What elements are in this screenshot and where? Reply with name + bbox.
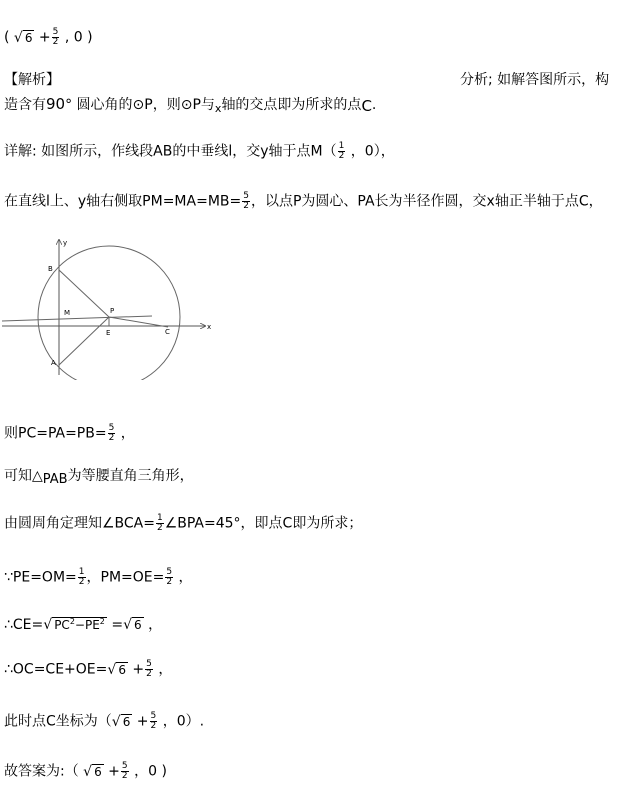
text: =: [106, 617, 124, 633]
numerator: 1: [338, 141, 345, 151]
text: ，: [143, 617, 163, 633]
text: 在直线l上、y轴右侧取PM=MA=MB=: [4, 193, 242, 210]
denominator: 2: [146, 669, 152, 679]
detail-line-8: [4, 660, 172, 679]
label-x: x: [207, 323, 212, 331]
denominator: 2: [157, 523, 163, 533]
final-answer-line: [4, 762, 167, 781]
fraction: [242, 192, 250, 211]
text: , 0 ): [60, 29, 93, 46]
text: ，0），: [346, 143, 395, 160]
numerator: 5: [121, 761, 128, 771]
fraction: [165, 568, 173, 587]
sqrt: √ $PC^2-PE^2$: [43, 617, 105, 633]
text: (: [4, 29, 14, 46]
text: ，: [174, 569, 193, 586]
text: 故答案为:（: [4, 763, 84, 780]
text: PC: [54, 618, 70, 632]
text: ∴CE=: [4, 617, 44, 633]
text: ，0 ): [129, 763, 167, 780]
sqrt: √ 6: [83, 763, 102, 780]
text: 则PC=PA=PB=: [4, 425, 107, 442]
text: PAB: [42, 472, 68, 487]
text: +: [132, 713, 149, 730]
label-m: M: [64, 309, 71, 317]
text: 此时点C坐标为（: [4, 713, 112, 730]
detail-line-2: [4, 192, 603, 211]
text: .: [371, 97, 377, 113]
answer-line-top: [4, 28, 93, 47]
analysis-line-2: [4, 96, 376, 117]
text: x: [214, 102, 222, 115]
text: ∵PE=OM=: [4, 569, 77, 586]
text: 由圆周角定理知∠BCA=: [4, 515, 155, 532]
text: P: [144, 97, 153, 113]
fraction: [150, 712, 158, 731]
fraction: [121, 762, 129, 781]
text: ，: [153, 661, 173, 678]
text: 90: [46, 95, 66, 113]
analysis-heading: [4, 72, 620, 88]
text: −PE: [74, 618, 100, 632]
fraction: [145, 660, 153, 679]
fraction: [78, 568, 86, 587]
text: +: [127, 661, 145, 678]
denominator: 2: [166, 577, 173, 587]
detail-line-6: [4, 568, 193, 587]
numerator: 5: [146, 659, 152, 669]
sqrt: √ 6: [13, 29, 33, 46]
radicand: [52, 617, 107, 632]
superscript: 2: [99, 617, 105, 626]
text: ，以点P为圆心、PA长为半径作圆，交x轴正半轴于点C，: [250, 193, 603, 210]
label-a: A: [51, 359, 56, 367]
sqrt: √ 6: [107, 661, 126, 678]
analysis-tag: 【解析】: [4, 72, 60, 88]
radicand: 6: [133, 618, 142, 632]
denominator: 2: [52, 37, 59, 47]
numerator: 5: [243, 191, 249, 201]
segment-ap: [59, 317, 109, 365]
fraction: [156, 514, 164, 533]
denominator: 2: [121, 771, 128, 781]
denominator: 2: [78, 577, 85, 587]
radicand: 6: [24, 30, 33, 45]
text: 与: [200, 97, 215, 113]
text: ，PM=OE=: [86, 569, 165, 586]
numerator: 5: [150, 711, 157, 721]
radicand: 6: [118, 662, 126, 677]
label-c: C: [165, 328, 170, 336]
text: 为等腰直角三角形，: [67, 468, 194, 484]
radicand: 6: [122, 714, 131, 729]
numerator: 5: [108, 423, 115, 433]
text: 造含有: [4, 97, 46, 113]
denominator: 2: [150, 721, 157, 731]
geometry-figure: [0, 235, 215, 380]
label-p: P: [110, 307, 115, 315]
analysis-intro: 分析; 如解答图所示，构: [460, 72, 610, 88]
detail-line-3: [4, 424, 135, 443]
denominator: 2: [108, 433, 115, 443]
numerator: 1: [157, 513, 163, 523]
text: ，0）.: [158, 713, 205, 730]
text: ∠BPA=45°，即点C即为所求；: [164, 515, 363, 532]
label-y: y: [63, 239, 68, 247]
text: 详解: 如图所示，作线段AB的中垂线l，交y轴于点M（: [4, 143, 337, 160]
text: ，则⊙: [152, 97, 193, 113]
detail-line-4: [4, 468, 194, 488]
numerator: 5: [166, 567, 173, 577]
sqrt: √ 6: [111, 713, 131, 730]
denominator: 2: [338, 151, 345, 161]
text: 可知△: [4, 468, 43, 484]
text: P: [192, 97, 201, 113]
text: ∴OC=CE+OE=: [4, 661, 108, 678]
superscript: 2: [69, 617, 75, 626]
text: C: [361, 97, 372, 115]
text: 轴的交点即为所求的点: [221, 97, 362, 113]
numerator: 1: [78, 567, 85, 577]
fraction: [52, 28, 60, 47]
text: +: [34, 29, 51, 46]
label-e: E: [106, 329, 111, 337]
sqrt: √ 6: [123, 617, 142, 633]
detail-line-1: [4, 142, 395, 161]
text: ° 圆心角的⊙: [65, 97, 145, 113]
fraction: [338, 142, 346, 161]
detail-line-9: [4, 712, 204, 731]
numerator: 5: [52, 27, 59, 37]
detail-line-7: [4, 614, 162, 633]
label-b: B: [48, 265, 53, 273]
detail-line-5: [4, 514, 362, 533]
radicand: 6: [94, 764, 102, 779]
text: ，: [116, 425, 135, 442]
fraction: [108, 424, 116, 443]
denominator: 2: [243, 201, 249, 211]
text: +: [103, 763, 120, 780]
